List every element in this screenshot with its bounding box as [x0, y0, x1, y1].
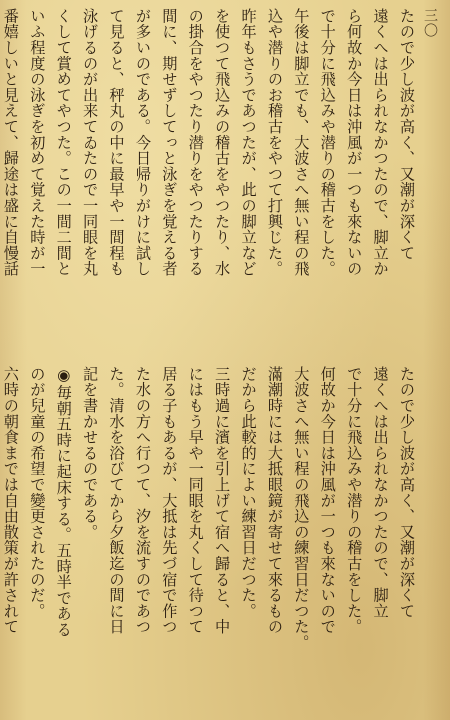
text-column: 居る子もあるが、大抵は先づ宿で作つ [160, 366, 179, 635]
text-column: を使つて飛込みの稽古をやつたり、水 [213, 8, 232, 277]
lower-text-block [1, 366, 420, 704]
text-column: 六時の朝食までは自由散策が許されて [1, 366, 20, 635]
text-column: た水の方へ行つて、汐を流すのであつ [133, 366, 152, 635]
text-column: たので少し波が高く、又潮が深くて [398, 8, 416, 261]
text-column: 間に、期せずしてっと泳ぎを覚える者 [160, 8, 179, 277]
text-column: の掛合をやつたり潜りをやつたりする [186, 8, 205, 277]
text-column: 記を書かせるのである。 [81, 366, 100, 540]
text-column: 遠くへは出られなかつたので、脚立 [371, 366, 390, 619]
text-column: ◉毎朝五時に起床する。五時半である [54, 366, 73, 638]
section-divider [8, 352, 420, 353]
text-column: 午後は脚立でも、大波さへ無い程の飛 [292, 8, 311, 277]
text-column: にはもう早や一同眼を丸くして待つて [186, 366, 205, 635]
text-column: で十分に飛込みや潜りの稽古をした。 [345, 366, 364, 635]
text-column: 三時過に濱を引上げて宿へ歸ると、中 [213, 366, 232, 635]
text-column: くして賞めてやつた。この一間二間と [54, 8, 73, 277]
text-column: 滿潮時には大抵眼鏡が寄せて來るもの [265, 366, 284, 635]
text-column: 昨年もさうであつたが、此の脚立など [239, 8, 258, 277]
text-column: のが兒童の希望で變更されたのだ。 [28, 366, 47, 619]
text-column: 大波さへ無い程の飛込の練習日だつた。 [292, 366, 311, 651]
text-column: たので少し波が高く、又潮が深くて [398, 366, 416, 619]
text-column: で十分に飛込みや潜りの稽古をした。 [318, 8, 337, 277]
text-column: 遠くへは出られなかつたので、脚立か [371, 8, 390, 277]
text-column: いふ程度の泳ぎを初めて覚えた時が一 [28, 8, 47, 277]
text-column: が多いのである。今日帰りがけに試し [133, 8, 152, 277]
text-column: だから此較的によい練習日だつた。 [239, 366, 258, 619]
upper-text-block [1, 8, 420, 346]
text-column: 込や潜りのお稽古をやつて打興じた。 [265, 8, 284, 277]
text-column: ら何故か今日は沖風が一つも來ないの [345, 8, 364, 277]
page-number: 三〇 [422, 8, 438, 38]
text-column: 何故か今日は沖風が一つも來ないので [318, 366, 337, 635]
text-column: た。清水を浴びてから夕飯迄の間に日 [107, 366, 126, 635]
text-column: 番嬉しいと見えて、歸途は盛に自慢話 [1, 8, 20, 277]
text-column: て見ると、秤丸の中に最早や一間程も [107, 8, 126, 277]
text-column: 泳げるのが出来てゐたので一同眼を丸 [81, 8, 100, 277]
